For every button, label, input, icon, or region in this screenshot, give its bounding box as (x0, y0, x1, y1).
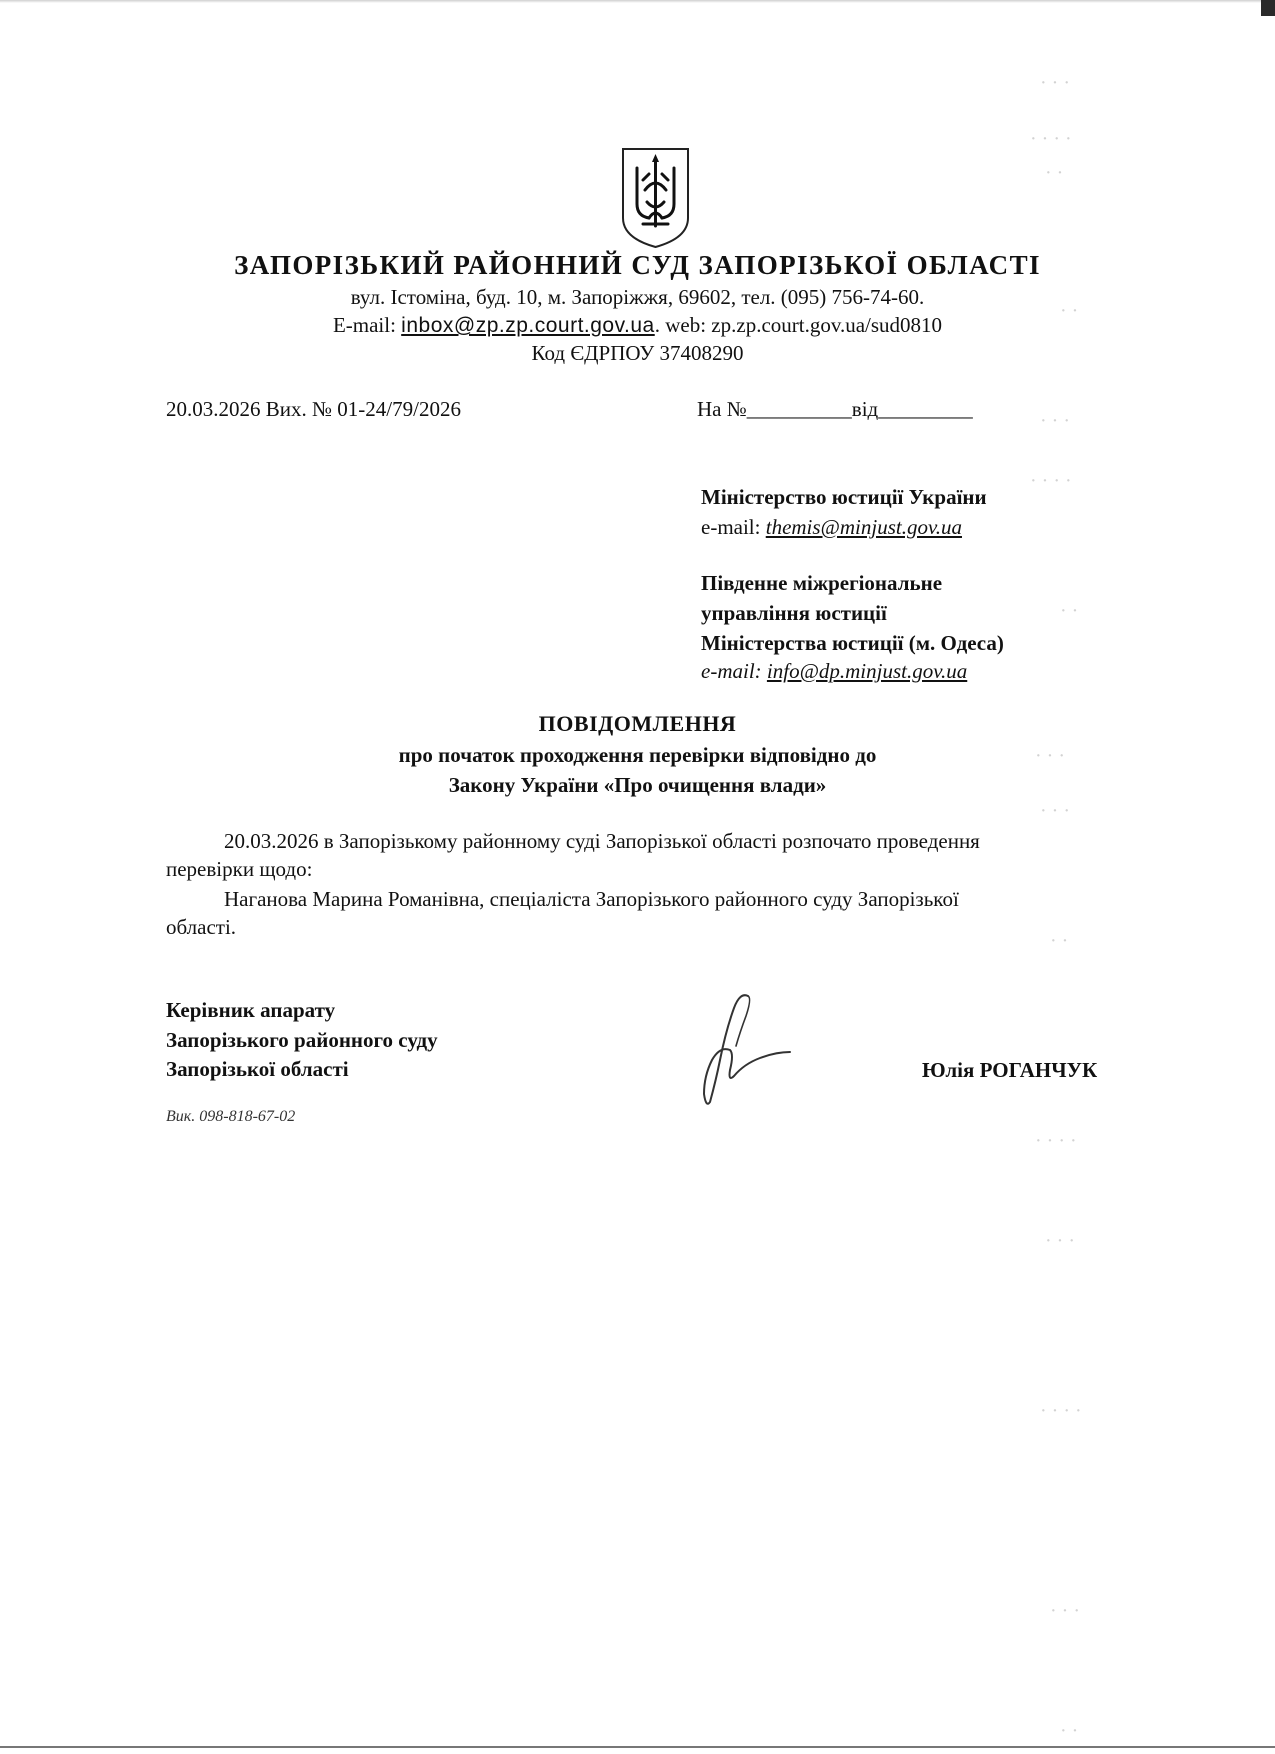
incoming-reference (697, 397, 973, 422)
notice-subtitle-line-2: Закону України «Про очищення влади» (448, 773, 827, 797)
recipient-1-name: Міністерство юстиції України (701, 485, 987, 509)
court-name: ЗАПОРІЗЬКИЙ РАЙОННИЙ СУД ЗАПОРІЗЬКОЇ ОБЛАСТІ (234, 250, 1041, 280)
body-paragraph-2-line-2: області. (166, 915, 237, 939)
recipient-2-name-line-1: Південне міжрегіональне (701, 571, 943, 595)
executor-phone: Вик. 098-818-67-02 (166, 1108, 296, 1125)
recipient-2-email-link[interactable]: info@dp.minjust.gov.ua (766, 659, 968, 683)
recipient-2-email-label: e-mail: (701, 659, 767, 683)
handwritten-signature (690, 990, 800, 1110)
court-edrpou: Код ЄДРПОУ 37408290 (531, 341, 744, 365)
signatory-position-line-2: Запорізького районного суду (166, 1028, 438, 1052)
court-email-link[interactable]: inbox@zp.zp.court.gov.ua (401, 314, 655, 337)
court-web: . web: zp.zp.court.gov.ua/sud0810 (654, 313, 943, 337)
recipient-1-email-label: e-mail: (701, 515, 766, 539)
recipient-2-name-line-2: управління юстиції (701, 601, 887, 625)
notice-title: ПОВІДОМЛЕННЯ (538, 711, 737, 736)
scan-edge-top (0, 0, 1275, 3)
recipient-1-email-link[interactable]: themis@minjust.gov.ua (765, 515, 962, 539)
coat-of-arms-icon (619, 146, 692, 249)
body-paragraph-2-line-1: Наганова Марина Романівна, спеціаліста Запорізького районного суду Запорізької (224, 887, 959, 911)
recipient-2-name-line-3: Міністерства юстиції (м. Одеса) (701, 631, 1004, 655)
outgoing-number: 20.03.2026 Вих. № 01-24/79/2026 (166, 397, 461, 421)
incoming-label: На № (697, 397, 747, 421)
scan-edge-bottom (0, 1746, 1275, 1748)
recipient-1-email (701, 515, 962, 540)
document-page: · · · · · · · · · · · · · · · · · · · · · · · · · · · · · · · · · · · · · · · · · · · · ЗАПОРІЗЬКИЙ РАЙОННИЙ СУД ЗАПОРІЗЬКОЇ ОБЛАСТІ вул. Істоміна, буд. 10, м. Запоріжжя, 69602, тел. (095) 756-74-60. E-mail: inbox@zp.zp.court.gov.ua. web: zp.zp.court.gov.ua/sud0810 Код ЄДРПОУ 37408290 20.03.2026 Вих. № 01-24/79/2026 На №__________від_________ Міністерство юстиції України e-mail: themis@minjust.gov.ua Південне міжрегіональне управління юстиції Міністерства юстиції (м. Одеса) e-mail: info@dp.minjust.gov.ua ПОВІДОМЛЕННЯ про початок проходження перевірки відповідно до Закону України «Про очищення влади» 20.03.2026 в Запорізькому районному суді Запорізької області розпочато проведення перевірки щодо: Наганова Марина Романівна, спеціаліста Запорізького районного суду Запорізької області. Керівник апарату Запорізького районного суду Запорізької області Юлія РОГАНЧУК Вик. 098-818-67-02 (0, 0, 1275, 1754)
signatory-position-line-3: Запорізької області (166, 1057, 349, 1081)
signatory-position-line-1: Керівник апарату (166, 998, 336, 1022)
signatory-name: Юлія РОГАНЧУК (922, 1058, 1098, 1082)
body-paragraph-1-line-2: перевірки щодо: (166, 857, 313, 881)
recipient-2-email (701, 659, 967, 684)
scan-edge-corner (1261, 0, 1275, 16)
email-label: E-mail: (332, 313, 402, 337)
from-blank: _________ (878, 397, 973, 421)
body-paragraph-1-line-1: 20.03.2026 в Запорізькому районному суді Запорізької області розпочато проведення (224, 829, 980, 853)
court-address: вул. Істоміна, буд. 10, м. Запоріжжя, 69602, тел. (095) 756-74-60. (350, 285, 925, 309)
court-contacts (0, 313, 1275, 338)
from-label: від (851, 397, 879, 421)
notice-subtitle-line-1: про початок проходження перевірки відповідно до (398, 743, 877, 767)
incoming-blank: __________ (746, 397, 852, 421)
